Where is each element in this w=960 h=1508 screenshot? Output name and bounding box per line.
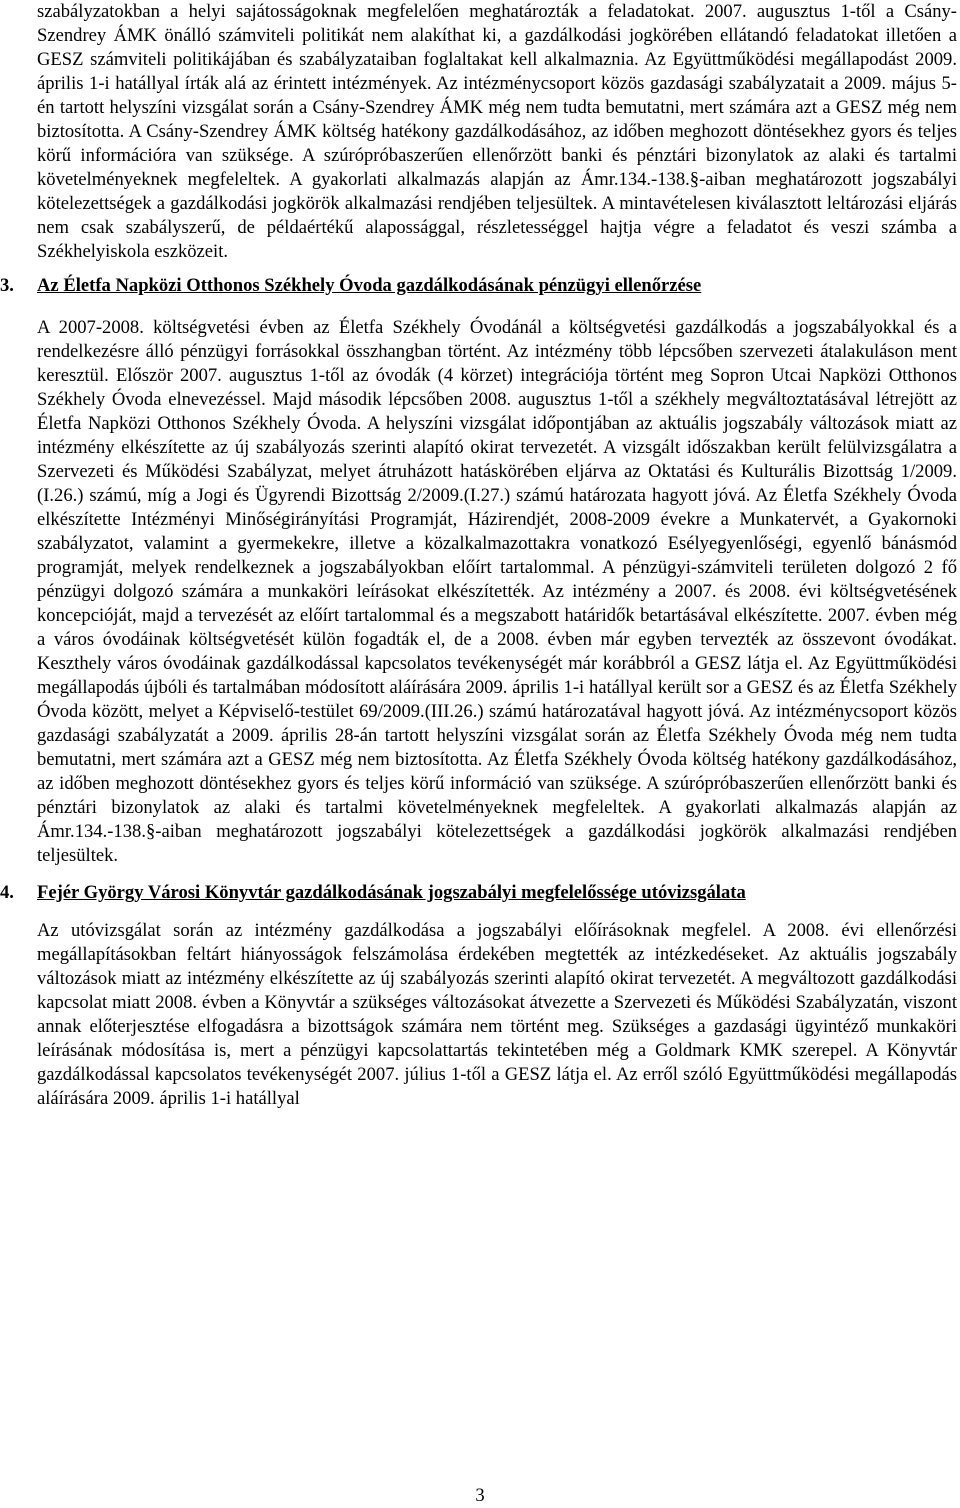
- section-3-heading: [0, 274, 957, 300]
- section-4-number: 4.: [0, 882, 14, 903]
- section-4-title: Fejér György Városi Könyvtár gazdálkodásának jogszabályi megfelelőssége utóvizsgálata: [37, 882, 746, 903]
- section-3-body: A 2007-2008. költségvetési évben az Életfa Székhely Óvodánál a költségvetési gazdálkodás a jogszabályokkal és a rendelkezésre álló pénzügyi forrásokkal összhangban történt. Az intézmény több lépcsőben szervezeti átalakuláson ment keresztül. Először 2007. augusztus 1-től az óvodák (4 körzet) integrációja történt meg Sopron Utcai Napközi Otthonos Székhely Óvoda elnevezéssel. Majd második lépcsőben 2008. augusztus 1-től a székhely megváltoztatásával létrejött az Életfa Napközi Otthonos Székhely Óvoda. A helyszíni vizsgálat időpontjában az aktuális jogszabály változások miatt az intézmény elkészítette az új szabályozás szerinti alapító okirat tervezetét. A vizsgált időszakban került felülvizsgálatra a Szervezeti és Működési Szabályzat, melyet átruházott hatáskörében eljárva az Oktatási és Kulturális Bizottság 1/2009.(I.26.) számú, míg a Jogi és Ügyrendi Bizottság 2/2009.(I.27.) számú határozata hagyott jóvá. Az Életfa Székhely Óvoda elkészítette Intézményi Minőségirányítási Programját, Házirendjét, 2008-2009 évekre a Munkatervét, a Gyakornoki szabályzatot, valamint a gyermekekre, illetve a közalkalmazottakra vonatkozó Esélyegyenlőségi, egyenlő bánásmód programját, melyek rendelkeznek a jogszabályokban előírt tartalommal. A pénzügyi-számviteli területen dolgozó 2 fő pénzügyi dolgozó számára a munkaköri leírásokat elkészítették. Az intézmény a 2007. és 2008. évi költségvetésének koncepcióját, majd a tervezését az előírt tartalommal és a megszabott határidők betartásával elkészítette. 2007. évben még a város óvodáinak költségvetését külön fogadták el, de a 2008. évben már egyben tervezték az összevont óvodákat. Keszthely város óvodáinak gazdálkodással kapcsolatos tevékenységét már korábbról a GESZ látja el. Az Együttműködési megállapodás újbóli és tartalmában módosított aláírására 2009. április 1-i hatállyal került sor a GESZ és az Életfa Székhely Óvoda között, melyet a Képviselő-testület 69/2009.(III.26.) számú határozatával hagyott jóvá. Az intézménycsoport közös gazdasági szabályzatát a 2009. április 28-án tartott helyszíni vizsgálat során az Életfa Székhely Óvoda még nem tudta bemutatni, mert számára azt a GESZ még nem biztosította. Az Életfa Székhely Óvoda költség hatékony gazdálkodásához, az időben meghozott döntésekhez gyors és teljes körű információ van szüksége. A szúrópróbaszerűen ellenőrzött banki és pénztári bizonylatok az alaki és tartalmi követelményeknek megfeleltek. A gyakorlati alkalmazás alapján az Ámr.134.-138.§-aiban meghatározott jogszabályi kötelezettségek a gazdálkodási jogkörök alkalmazási rendjében teljesültek.: [37, 317, 957, 866]
- section-4-body: Az utóvizsgálat során az intézmény gazdálkodása a jogszabályi előírásoknak megfelel. A 2008. évi ellenőrzési megállapításokban feltárt hiányosságok felszámolása érdekében megtették az intézkedéseket. Az aktuális jogszabály változások miatt az intézmény elkészítette az új szabályozás szerinti alapító okirat tervezetét. A megváltozott gazdálkodási kapcsolat miatt 2008. évben a Könyvtár a szükséges változásokat átvezette a Szervezeti és Működési Szabályzatán, viszont annak előterjesztése elfogadásra a bizottságok számára nem történt meg. Szükséges a gazdasági ügyintéző munkaköri leírásának módosítása is, mert a pénzügyi kapcsolattartás tekintetében még a Goldmark KMK szerepel. A Könyvtár gazdálkodással kapcsolatos tevékenységét 2007. július 1-től a GESZ látja el. Az erről szóló Együttműködési megállapodás aláírására 2009. április 1-i hatállyal: [37, 920, 957, 1109]
- section-3-title: Az Életfa Napközi Otthonos Székhely Óvoda gazdálkodásának pénzügyi ellenőrzése: [37, 275, 702, 296]
- section-3-number: 3.: [0, 275, 14, 296]
- section-4-heading: [0, 881, 957, 905]
- intro-paragraph: szabályzatokban a helyi sajátosságoknak megfelelően meghatározták a feladatokat. 2007. augusztus 1-től a Csány-Szendrey ÁMK önálló számviteli politikát nem alakíthat ki, a gazdálkodási jogkörében ellátandó feladatokat illetően a GESZ számviteli politikájában és szabályzataiban foglaltakat kell alkalmaznia. Az Együttműködési megállapodást 2009. április 1-i hatállyal írták alá az érintett intézmények. Az intézménycsoport közös gazdasági szabályzatait a 2009. május 5-én tartott helyszíni vizsgálat során a Csány-Szendrey ÁMK még nem tudta bemutatni, mert számára azt a GESZ még nem biztosította. A Csány-Szendrey ÁMK költség hatékony gazdálkodásához, az időben meghozott döntésekhez gyors és teljes körű információra van szüksége. A szúrópróbaszerűen ellenőrzött banki és pénztári bizonylatok az alaki és tartalmi követelményeknek megfeleltek. A gyakorlati alkalmazás alapján az Ámr.134.-138.§-aiban meghatározott jogszabályi kötelezettségek a gazdálkodási jogkörök alkalmazási rendjében teljesültek. A mintavételesen kiválasztott leltározási eljárás nem csak szabályszerű, de példaértékű alapossággal, részletességgel hajtja végre a feladatot és veszi számba a Székhelyiskola eszközeit.: [37, 1, 957, 262]
- page-number: 3: [475, 1485, 485, 1506]
